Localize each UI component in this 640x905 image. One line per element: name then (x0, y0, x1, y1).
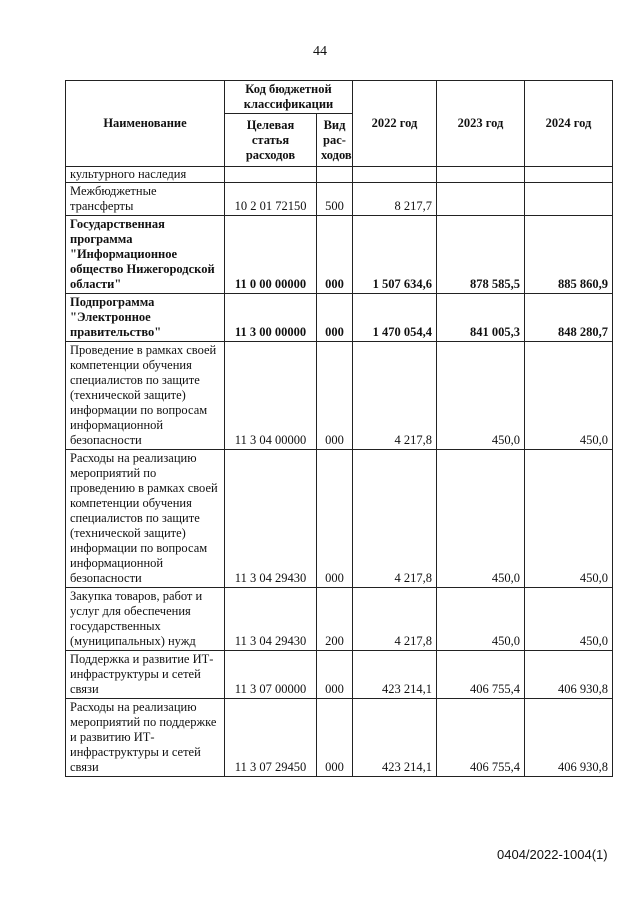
table-row (66, 216, 613, 294)
row-2022: 423 214,1 (353, 651, 437, 699)
row-expense-type: 200 (317, 588, 353, 651)
table-row (66, 699, 613, 777)
row-target-article: 11 3 04 00000 (225, 342, 317, 450)
row-2023: 841 005,3 (437, 294, 525, 342)
row-2024: 406 930,8 (525, 699, 613, 777)
row-2024: 450,0 (525, 342, 613, 450)
row-2022: 4 217,8 (353, 450, 437, 588)
row-target-article: 10 2 01 72150 (225, 183, 317, 216)
row-expense-type: 000 (317, 651, 353, 699)
row-expense-type: 000 (317, 342, 353, 450)
row-name: культурного наследия (66, 167, 225, 183)
table-row (66, 167, 613, 183)
row-2023 (437, 183, 525, 216)
row-2024: 848 280,7 (525, 294, 613, 342)
row-2022: 4 217,8 (353, 342, 437, 450)
page-number: 44 (313, 44, 327, 59)
row-2024 (525, 183, 613, 216)
row-target-article: 11 0 00 00000 (225, 216, 317, 294)
row-2022: 1 470 054,4 (353, 294, 437, 342)
row-target-article: 11 3 07 00000 (225, 651, 317, 699)
row-name: Расходы на реализацию мероприятий по проведению в рамках своей компетенции обучения специалистов по защите (технической защите) информации по вопросам информационной безопасности (66, 450, 225, 588)
row-expense-type: 000 (317, 450, 353, 588)
row-2022: 423 214,1 (353, 699, 437, 777)
header-budget-classification: Код бюджетной классификации (225, 81, 353, 114)
row-2023: 450,0 (437, 450, 525, 588)
row-2022: 8 217,7 (353, 183, 437, 216)
row-2023: 406 755,4 (437, 651, 525, 699)
header-2024: 2024 год (525, 81, 613, 167)
row-2023: 878 585,5 (437, 216, 525, 294)
row-2024: 450,0 (525, 450, 613, 588)
budget-table (65, 80, 613, 777)
row-name: Проведение в рамках своей компетенции обучения специалистов по защите (технической защите) информации по вопросам информационной безопасности (66, 342, 225, 450)
header-target-article: Целевая статья расходов (225, 114, 317, 167)
row-2023: 450,0 (437, 342, 525, 450)
header-2022: 2022 год (353, 81, 437, 167)
row-2024: 450,0 (525, 588, 613, 651)
row-expense-type: 500 (317, 183, 353, 216)
row-expense-type: 000 (317, 699, 353, 777)
table-row (66, 450, 613, 588)
table-row (66, 588, 613, 651)
row-2022: 1 507 634,6 (353, 216, 437, 294)
row-2022: 4 217,8 (353, 588, 437, 651)
row-name: Расходы на реализацию мероприятий по поддержке и развитию ИТ-инфраструктуры и сетей связи (66, 699, 225, 777)
table-row (66, 651, 613, 699)
row-name: Межбюджетные трансферты (66, 183, 225, 216)
row-name: Государственная программа "Информационное общество Нижегородской области" (66, 216, 225, 294)
row-name: Закупка товаров, работ и услуг для обеспечения государственных (муниципальных) нужд (66, 588, 225, 651)
row-target-article: 11 3 00 00000 (225, 294, 317, 342)
row-target-article: 11 3 07 29450 (225, 699, 317, 777)
table-row (66, 183, 613, 216)
row-2024: 406 930,8 (525, 651, 613, 699)
row-expense-type: 000 (317, 294, 353, 342)
row-2023 (437, 167, 525, 183)
row-name: Подпрограмма "Электронное правительство" (66, 294, 225, 342)
row-target-article (225, 167, 317, 183)
header-expense-type: Вид рас-ходов (317, 114, 353, 167)
table-row (66, 342, 613, 450)
row-2023: 406 755,4 (437, 699, 525, 777)
row-expense-type (317, 167, 353, 183)
document-code: 0404/2022-1004(1) (497, 847, 608, 862)
header-2023: 2023 год (437, 81, 525, 167)
row-expense-type: 000 (317, 216, 353, 294)
row-2024: 885 860,9 (525, 216, 613, 294)
header-name: Наименование (66, 81, 225, 167)
row-name: Поддержка и развитие ИТ-инфраструктуры и сетей связи (66, 651, 225, 699)
row-2022 (353, 167, 437, 183)
row-2024 (525, 167, 613, 183)
row-2023: 450,0 (437, 588, 525, 651)
row-target-article: 11 3 04 29430 (225, 450, 317, 588)
row-target-article: 11 3 04 29430 (225, 588, 317, 651)
table-row (66, 294, 613, 342)
